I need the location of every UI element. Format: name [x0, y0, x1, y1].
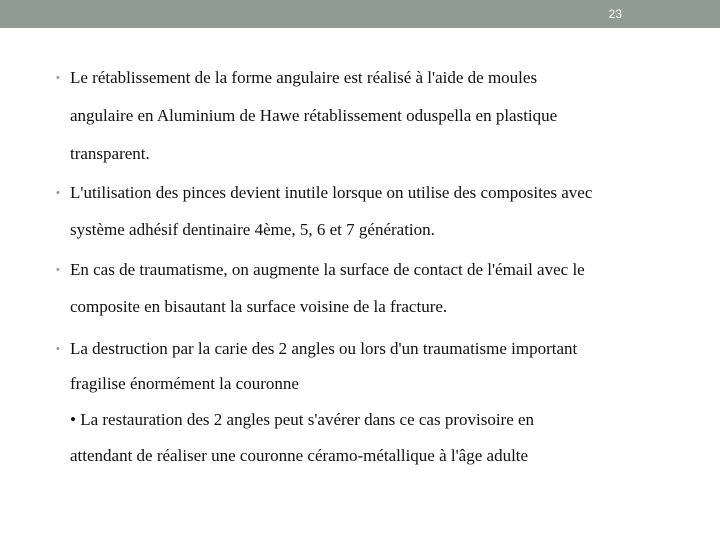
- bullet-marker: •: [56, 72, 60, 84]
- bullet-1-line-2: angulaire en Aluminium de Hawe rétablissement oduspella en plastique: [70, 106, 558, 125]
- bullet-marker: •: [56, 264, 60, 276]
- bullet-3-line-1: En cas de traumatisme, on augmente la surface de contact de l'émail avec le: [70, 260, 585, 279]
- bullet-4-subline-1: • La restauration des 2 angles peut s'avérer dans ce cas provisoire en: [70, 410, 535, 429]
- bullet-4-line-1: La destruction par la carie des 2 angles ou lors d'un traumatisme important: [70, 339, 578, 358]
- bullet-2-line-2: système adhésif dentinaire 4ème, 5, 6 et 7 génération.: [70, 220, 435, 239]
- page-number: 23: [608, 7, 622, 21]
- bullet-marker: •: [56, 343, 60, 355]
- bullet-4-line-2: fragilise énormément la couronne: [70, 374, 299, 393]
- bullet-3-line-2: composite en bisautant la surface voisine de la fracture.: [70, 297, 448, 316]
- bullet-marker: •: [56, 187, 60, 199]
- bullet-4-subline-2: attendant de réaliser une couronne céramo-métallique à l'âge adulte: [70, 446, 529, 465]
- bullet-1-line-3: transparent.: [70, 144, 150, 163]
- bullet-1-line-1: Le rétablissement de la forme angulaire est réalisé à l'aide de moules: [70, 68, 538, 87]
- bullet-2-line-1: L'utilisation des pinces devient inutile lorsque on utilise des composites avec: [70, 183, 593, 202]
